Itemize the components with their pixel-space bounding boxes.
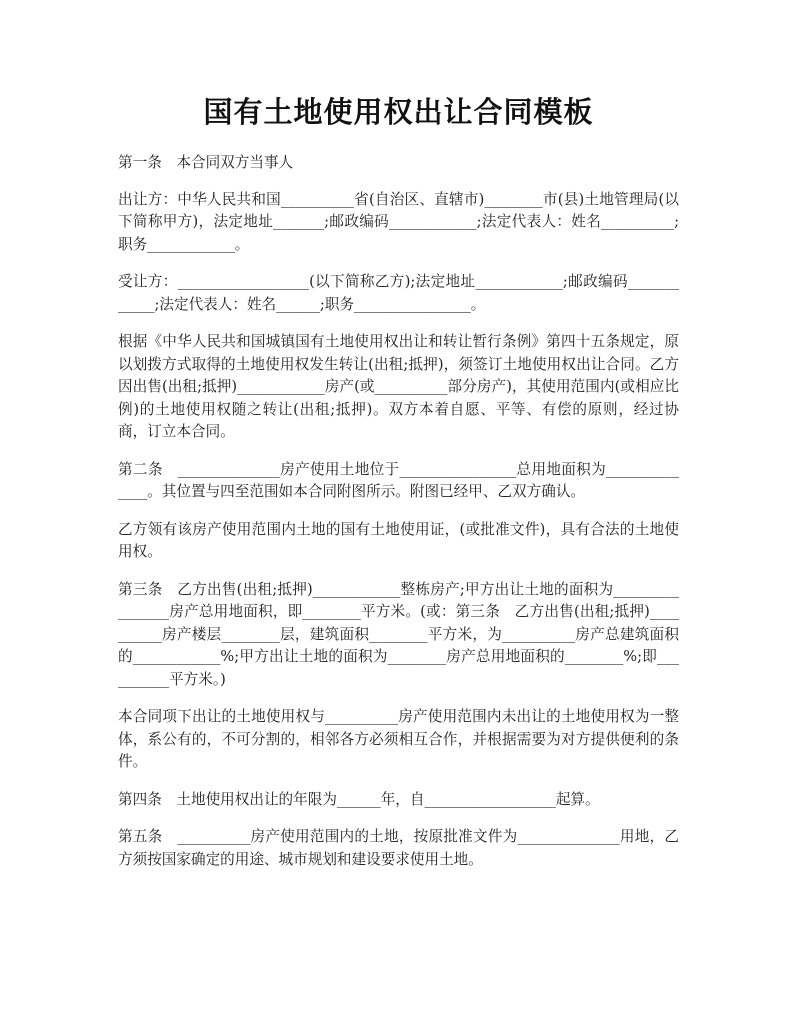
article-1-heading: 第一条 本合同双方当事人 [118, 154, 294, 171]
shared-land-paragraph: 本合同项下出让的土地使用权与__________房产使用范围内未出让的土地使用权为一整体，系公有的，不可分割的，相邻各方必须相互合作，并根据需要为对方提供便利的条件。 [118, 708, 679, 770]
land-certificate-paragraph: 乙方领有该房产使用范围内土地的国有土地使用证，(或批准文件)，具有合法的土地使用权。 [118, 520, 679, 560]
article-2-paragraph: 第二条 ______________房产使用土地位于________________总用地面积为______________。其位置与四至范围如本合同附图所示。附图已经甲、乙双方确认。 [118, 460, 679, 500]
grantor-paragraph: 出让方：中华人民共和国__________省(自治区、直辖市)________市(县)土地管理局(以下简称甲方)，法定地址_______;邮政编码____________;法定代表人：姓名__________;职务____________。 [118, 190, 679, 253]
document-title: 国有土地使用权出让合同模板 [203, 95, 594, 129]
article-5-paragraph: 第五条 __________房产使用范围内的土地，按原批准文件为______________用地，乙方须按国家确定的用途、城市规划和建设要求使用土地。 [118, 828, 679, 868]
grantee-paragraph: 受让方：__________________(以下简称乙方);法定地址____________;邮政编码____________;法定代表人：姓名______;职务________________。 [118, 273, 679, 313]
article-4-paragraph: 第四条 土地使用权出让的年限为______年，自__________________起算。 [118, 790, 600, 808]
legal-basis-paragraph: 根据《中华人民共和国城镇国有土地使用权出让和转让暂行条例》第四十五条规定，原以划拨方式取得的土地使用权发生转让(出租;抵押)，须签订土地使用权出让合同。乙方因出售(出租;抵押)____________房产(或__________部分房产)，其使用范围内(或相应比例)的土地使用权随之转让(出租;抵押)。双方本着自愿、平等、有偿的原则，经过协商，订立本合同。 [118, 333, 679, 440]
article-3-paragraph: 第三条 乙方出售(出租;抵押)____________整栋房产;甲方出让土地的面积为________________房产总用地面积，即________平方米。(或：第三条 乙方出售(出租;抵押)__________房产楼层________层，建筑面积________平方米，为__________房产总建筑面积的____________%;甲方出让土地的面积为________房产总用地面积的________%;即__________平方米。) [118, 580, 679, 688]
